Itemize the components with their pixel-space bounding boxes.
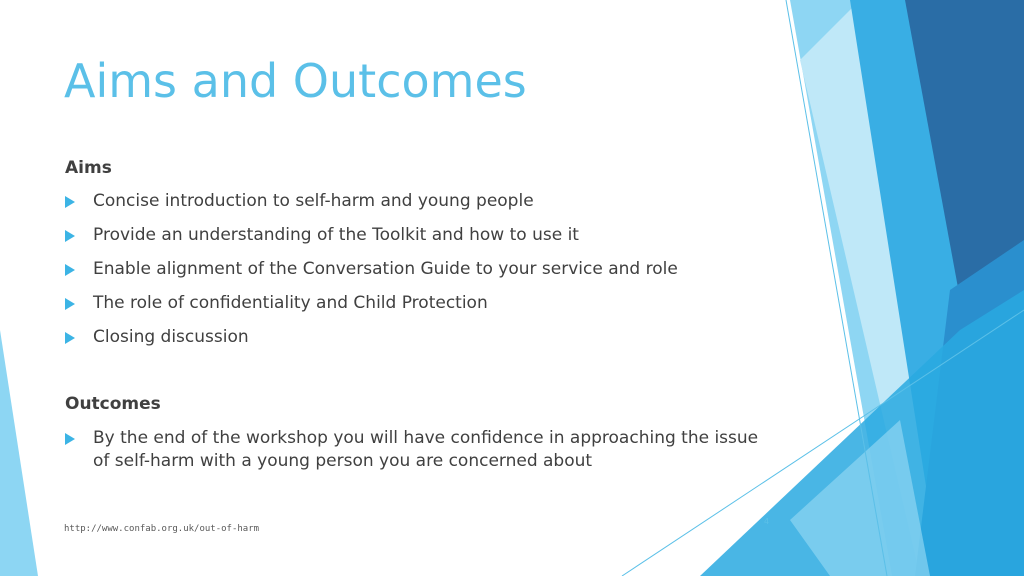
outcomes-item-text: By the end of the workshop you will have confidence in approaching the issue of self-harm with a young person you are concerned about xyxy=(93,428,759,471)
left-edge-sliver xyxy=(0,330,38,576)
aims-item xyxy=(65,224,678,247)
aims-item xyxy=(65,190,678,213)
aims-item xyxy=(65,292,678,315)
aims-item-text: Closing discussion xyxy=(93,327,249,347)
outcomes-item xyxy=(65,427,765,473)
outcomes-heading: Outcomes xyxy=(65,394,161,414)
triangle-bullet-icon xyxy=(65,332,75,344)
triangle-bullet-icon xyxy=(65,264,75,276)
aims-item xyxy=(65,326,678,349)
aims-item-text: The role of confidentiality and Child Protection xyxy=(93,293,488,313)
footer-url: http://www.confab.org.uk/out-of-harm xyxy=(64,524,260,534)
slide-title: Aims and Outcomes xyxy=(64,54,527,108)
triangle-bullet-icon xyxy=(65,433,75,445)
aims-heading: Aims xyxy=(65,158,112,178)
triangle-bullet-icon xyxy=(65,298,75,310)
aims-item xyxy=(65,258,678,281)
aims-list xyxy=(65,190,678,349)
aims-item-text: Provide an understanding of the Toolkit and how to use it xyxy=(93,225,579,245)
triangle-bullet-icon xyxy=(65,230,75,242)
aims-item-text: Concise introduction to self-harm and young people xyxy=(93,191,534,211)
triangle-bullet-icon xyxy=(65,196,75,208)
outcomes-list xyxy=(65,427,765,473)
page-number: 4 xyxy=(764,517,770,526)
aims-item-text: Enable alignment of the Conversation Guide to your service and role xyxy=(93,259,678,279)
